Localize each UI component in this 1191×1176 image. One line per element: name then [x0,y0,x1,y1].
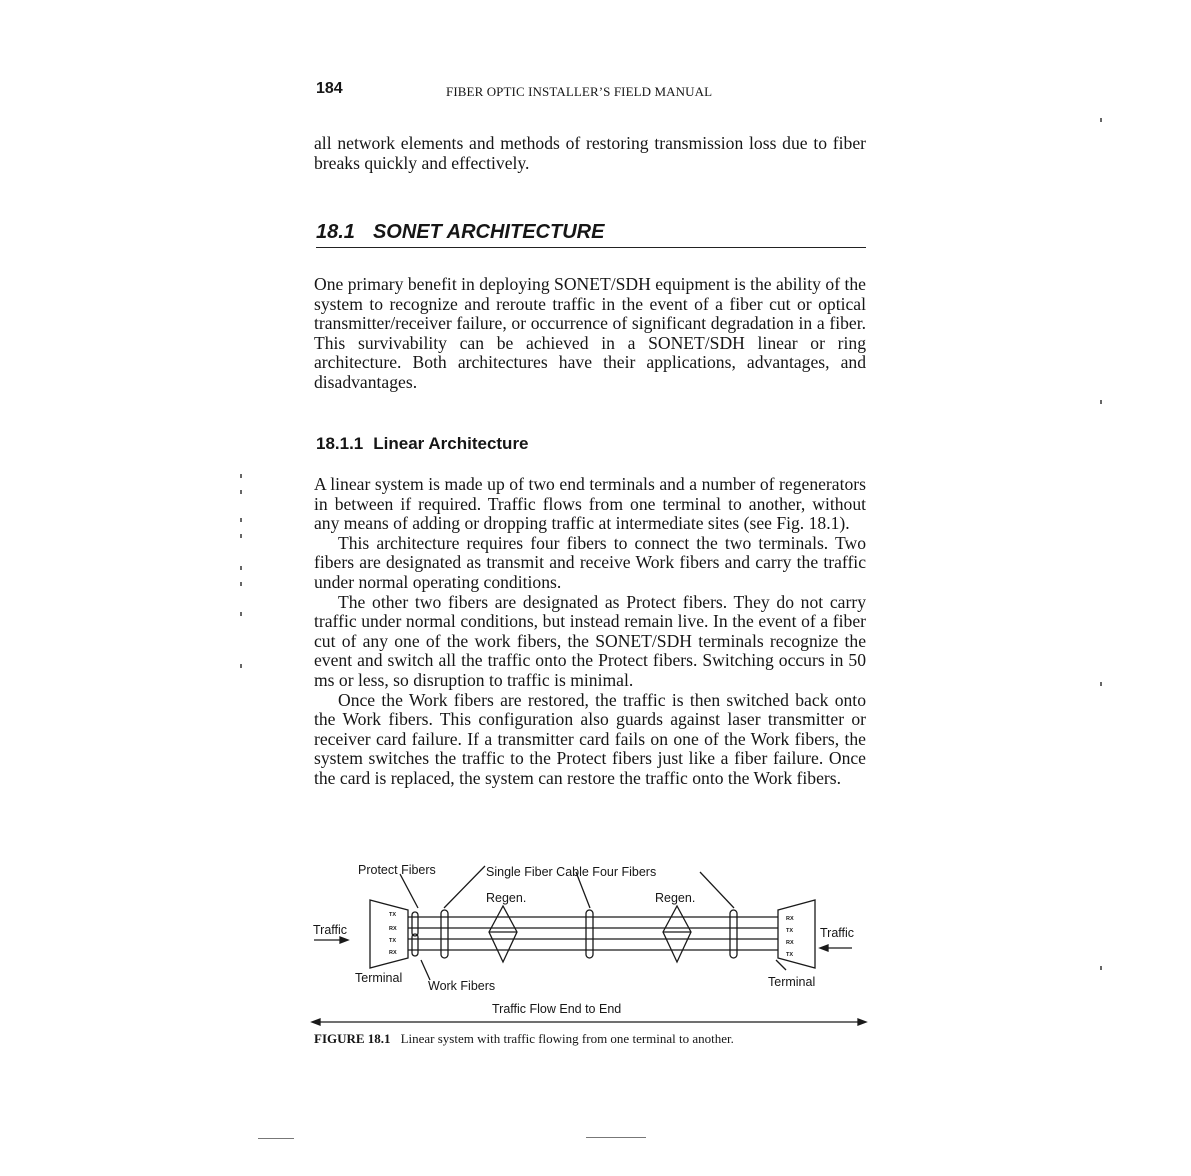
scan-speck [240,582,242,586]
label-traffic-right: Traffic [820,926,855,940]
label-terminal-right: Terminal [768,975,816,989]
scan-speck [1100,118,1102,122]
left-port-label: TX [389,912,397,918]
right-terminal-shape [778,900,815,968]
page-number: 184 [316,80,343,97]
running-head [316,80,876,104]
flow-arrow-left [312,1019,320,1025]
cable-leader-left [444,866,485,908]
left-connector [412,912,418,936]
regen-left-shape [489,906,517,962]
terminal-right-leader [776,960,786,970]
right-port-label: RX [786,916,794,922]
flow-arrow-right [858,1019,866,1025]
figure-18-1 [300,850,880,1030]
figure-caption [314,1031,734,1047]
scan-speck [240,534,242,538]
section-heading [316,221,866,248]
section-title: SONET ARCHITECTURE [372,221,605,243]
scan-speck [1100,400,1102,404]
scan-speck [240,474,242,478]
traffic-arrow-right [820,945,828,951]
caption-label: FIGURE 18.1 [314,1031,391,1046]
left-connector [412,934,418,956]
right-port-label: TX [786,928,794,934]
intro-paragraph-text: all network elements and methods of restoring transmission loss due to fiber breaks quickly and effectively. [314,133,866,173]
subsection-number: 18.1.1 [316,434,364,453]
subsection-title: Linear Architecture [373,434,529,453]
label-regen-left: Regen. [486,891,527,905]
scan-dash [586,1137,646,1138]
work-fibers-leader [421,960,430,980]
scan-speck [1100,682,1102,686]
traffic-arrow-left [340,937,348,943]
regen-right-shape [663,906,691,962]
caption-text: Linear system with traffic flowing from one terminal to another. [400,1031,734,1046]
book-title: FIBER OPTIC INSTALLER’S FIELD MANUAL [446,84,713,99]
scan-speck [1100,966,1102,970]
linear-system-diagram [300,850,880,1030]
left-port-label: RX [389,950,397,956]
scan-speck [240,566,242,570]
subsection-paragraph: The other two fibers are designated as Protect fibers. They do not carry traffic under normal conditions, but instead remain live. In the event of a fiber cut of any one of the work fibers, the SONET/SDH terminals recognize the event and switch all the traffic onto the Protect fibers. Switching occurs in 50 ms or less, so disruption to traffic is minimal. [314,591,866,690]
subsection-paragraph: A linear system is made up of two end terminals and a number of regenerators in between if required. Traffic flows from one terminal to another, without any means of adding or dropping traffic at intermediate sites (see Fig. 18.1). [314,474,866,534]
left-port-label: RX [389,926,397,932]
scan-speck [240,612,242,616]
label-regen-right: Regen. [655,891,696,905]
subsection-paragraph: Once the Work fibers are restored, the traffic is then switched back onto the Work fibers. This configuration also guards against laser transmitter or receiver card failure. If a transmitter card fails on one of the Work fibers, the system switches the traffic to the Protect fibers just like a fiber failure. Once the card is replaced, the system can restore the traffic onto the Work fibers. [314,689,866,788]
scan-speck [240,518,242,522]
section-paragraph-text: One primary benefit in deploying SONET/SDH equipment is the ability of the system to recognize and reroute traffic in the event of a fiber cut or optical transmitter/receiver failure, or occurrence of significant degradation in a fiber. This survivability can be achieved in a SONET/SDH linear or ring architecture. Both architectures have their applications, advantages, and disadvantages. [314,274,866,392]
intro-paragraph [314,134,866,173]
cable-leader-right [700,872,734,908]
subsection-paragraph: This architecture requires four fibers to connect the two terminals. Two fibers are designated as transmit and receive Work fibers and carry the traffic under normal operating conditions. [314,532,866,592]
scan-speck [240,664,242,668]
right-port-label: RX [786,940,794,946]
right-port-label: TX [786,952,794,958]
label-traffic-left: Traffic [313,923,348,937]
label-protect-fibers: Protect Fibers [358,863,436,877]
left-port-label: TX [389,938,397,944]
scan-dash [258,1138,294,1139]
label-traffic-flow: Traffic Flow End to End [492,1002,622,1016]
section-number: 18.1 [316,221,355,243]
subsection-heading [316,434,529,454]
subsection-body [314,475,866,789]
protect-fibers-leader [400,874,418,908]
label-work-fibers: Work Fibers [428,979,496,993]
label-terminal-left: Terminal [355,971,403,985]
section-paragraph [314,275,866,393]
scan-speck [240,490,242,494]
left-terminal-shape [370,900,408,968]
label-single-fiber-cable: Single Fiber Cable Four Fibers [486,865,657,879]
